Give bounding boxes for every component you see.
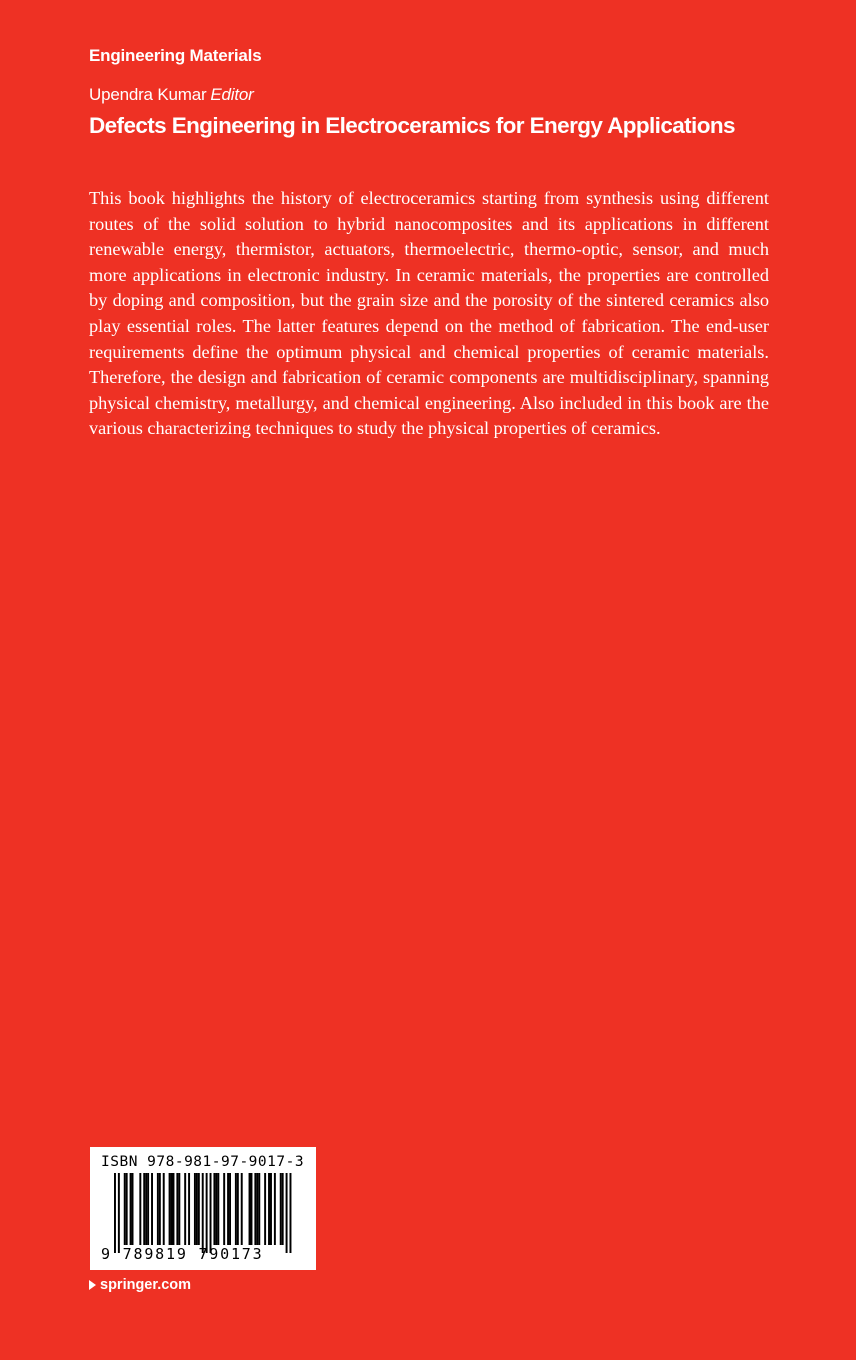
barcode-bar [264,1173,266,1245]
arrow-right-icon [89,1280,96,1290]
barcode-bar [290,1173,292,1253]
barcode-bar [147,1173,149,1245]
barcode-bar [215,1173,217,1245]
barcode-bar [217,1173,219,1245]
barcode-bar [258,1173,260,1245]
barcode-bar [280,1173,282,1245]
barcode-bar [249,1173,251,1245]
barcode-bar [145,1173,147,1245]
barcode-bar [254,1173,256,1245]
barcode-bar [171,1173,173,1245]
barcode-bar [274,1173,276,1245]
barcode-bar [130,1173,132,1245]
barcode-bar [227,1173,229,1245]
isbn-barcode [90,1147,316,1270]
barcode-bars [114,1173,294,1253]
barcode-bar [176,1173,178,1245]
barcode-bar [235,1173,237,1245]
barcode-bar [124,1173,126,1245]
barcode-bar [157,1173,159,1245]
barcode-bar [114,1173,116,1253]
barcode-bar [237,1173,239,1245]
barcode-bar [184,1173,186,1245]
barcode-bar [270,1173,272,1245]
series-name: Engineering Materials [89,46,262,65]
book-title: Defects Engineering in Electroceramics for Energy Applications [89,113,735,138]
isbn-label: ISBN 978-981-97-9017-3 [101,1154,305,1170]
barcode-bar [241,1173,243,1245]
barcode-bar [159,1173,161,1245]
barcode-bar [173,1173,175,1245]
editor-line [89,85,254,105]
barcode-bar [251,1173,253,1245]
barcode-bar [188,1173,190,1245]
barcode-bar [206,1173,208,1253]
editor-role: Editor [210,85,254,104]
barcode-bar [229,1173,231,1245]
barcode-bar [198,1173,200,1245]
barcode-bar [194,1173,196,1245]
barcode-bar [223,1173,225,1245]
barcode-bar [196,1173,198,1245]
barcode-bar [282,1173,284,1245]
barcode-bar [151,1173,153,1245]
editor-name: Upendra Kumar [89,85,207,104]
barcode-bar [256,1173,258,1245]
barcode-bar [268,1173,270,1245]
barcode-bar [163,1173,165,1245]
barcode-bar [210,1173,212,1253]
barcode-bar [143,1173,145,1245]
barcode-bar [139,1173,141,1245]
publisher-link[interactable] [89,1277,191,1293]
barcode-bar [126,1173,128,1245]
barcode-bar [178,1173,180,1245]
barcode-digits: 9 789819 790173 [101,1245,264,1263]
barcode-bar [202,1173,204,1253]
book-blurb: This book highlights the history of electroceramics starting from synthesis using different routes of the solid solution to hybrid nanocomposites and its applications in different renewable energy, thermistor, actuators, thermoelectric, thermo-optic, sensor, and much more applications in electronic industry. In ceramic materials, the properties are controlled by doping and composition, but the grain size and the porosity of the sintered ceramics also play essential roles. The latter features depend on the method of fabrication. The end-user requirements define the optimum physical and chemical properties of ceramic materials. Therefore, the design and fabrication of ceramic components are multidisciplinary, spanning physical chemistry, metallurgy, and chemical engineering. Also included in this book are the various characterizing techniques to study the physical properties of ceramics. [89,188,769,439]
barcode-bar [132,1173,134,1245]
barcode-bar [286,1173,288,1253]
barcode-bar [169,1173,171,1245]
barcode-bar [118,1173,120,1253]
barcode-bar [213,1173,215,1245]
publisher-url: springer.com [100,1277,192,1293]
